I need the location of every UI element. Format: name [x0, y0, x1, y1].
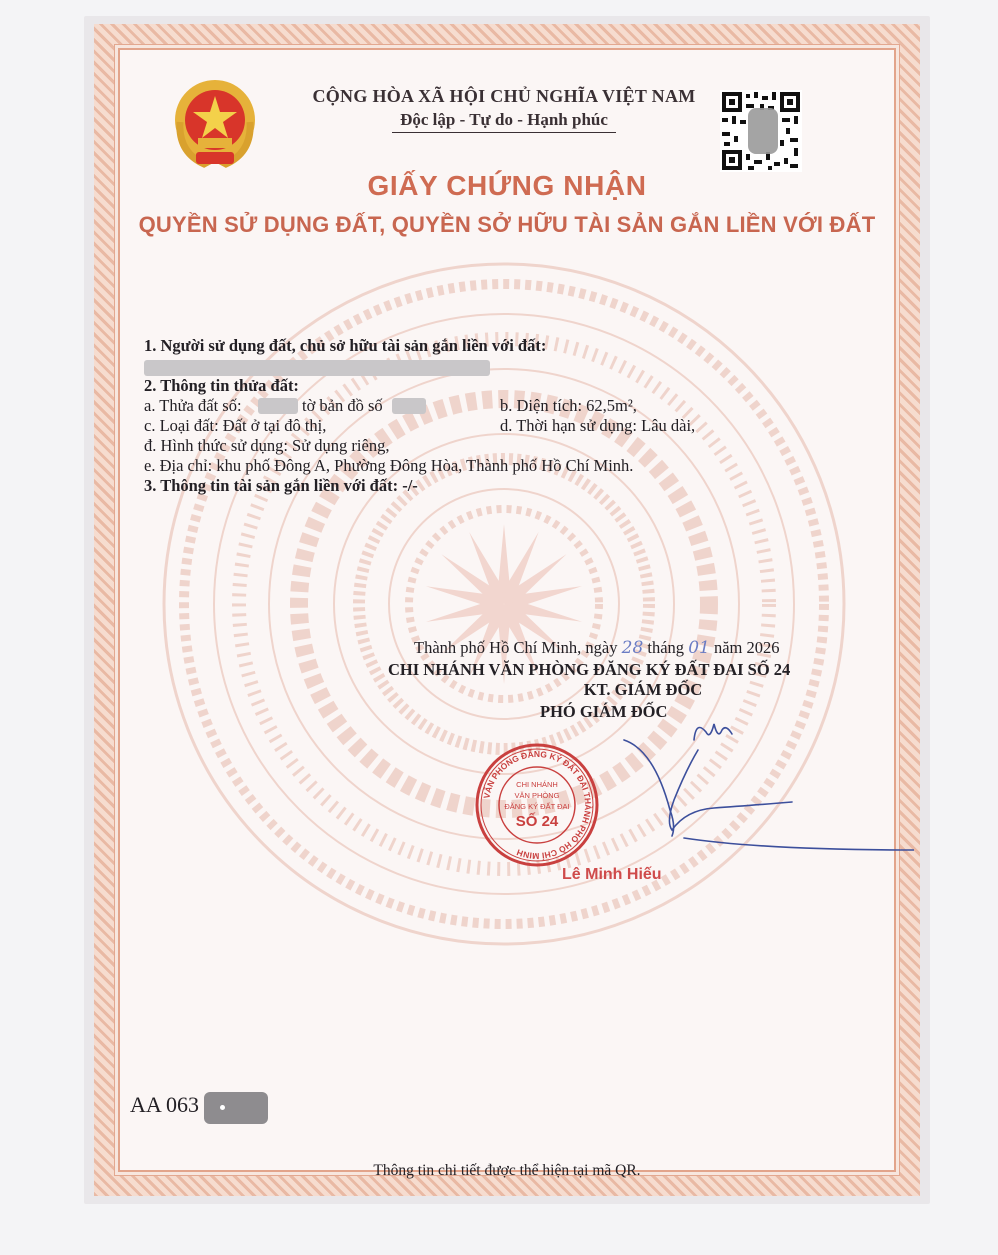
area-field: b. Diện tích: 62,5m², [500, 396, 637, 415]
serial-redaction-dot [220, 1105, 225, 1110]
national-motto: Độc lập - Tự do - Hạnh phúc [400, 110, 608, 129]
usage-term-field: d. Thời hạn sử dụng: Lâu dài, [500, 416, 696, 435]
seal-line-4: SỐ 24 [515, 813, 559, 830]
qr-footnote: Thông tin chi tiết được thể hiện tại mã QR. [373, 1162, 641, 1179]
national-emblem-icon [162, 72, 268, 178]
certificate-title: GIẤY CHỨNG NHẬN [367, 170, 647, 201]
motto-underline [392, 132, 616, 133]
section-3-heading: 3. Thông tin tài sản gắn liền với đất: -/- [144, 476, 418, 495]
signing-place: Thành phố Hồ Chí Minh, ngày [414, 638, 618, 657]
section-2-heading: 2. Thông tin thửa đất: [144, 376, 299, 395]
usage-form-field: đ. Hình thức sử dụng: Sử dụng riêng, [144, 436, 390, 455]
kt-director: KT. GIÁM ĐỐC [583, 680, 703, 699]
qr-code-icon[interactable] [720, 90, 802, 172]
signing-month: 01 [688, 638, 710, 658]
handwritten-signature [614, 710, 914, 880]
signing-year: năm 2026 [713, 638, 780, 657]
signer-name: Lê Minh Hiếu [562, 866, 662, 883]
qr-redaction [748, 108, 778, 154]
country-name: CỘNG HÒA XÃ HỘI CHỦ NGHĨA VIỆT NAM [312, 86, 696, 106]
map-sheet-label: tờ bản đồ số [302, 396, 383, 415]
certificate-subtitle: QUYỀN SỬ DỤNG ĐẤT, QUYỀN SỞ HỮU TÀI SẢN GẮN LIỀN VỚI ĐẤT [138, 212, 876, 237]
issuing-office: CHI NHÁNH VĂN PHÒNG ĐĂNG KÝ ĐẤT ĐAI SỐ 24 [388, 660, 791, 679]
address-field: e. Địa chỉ: khu phố Đông A, Phường Đông Hòa, Thành phố Hồ Chí Minh. [144, 456, 634, 475]
seal-ring-text: VĂN PHÒNG ĐĂNG KÝ ĐẤT ĐAI THÀNH PHỐ HỒ CHÍ MINH [481, 748, 594, 862]
signing-place-date [414, 638, 780, 658]
deputy-director: PHÓ GIÁM ĐỐC [540, 702, 668, 721]
month-label: tháng [647, 638, 685, 657]
signing-day: 28 [621, 638, 644, 658]
official-seal-icon [474, 742, 600, 868]
owner-name-redaction [144, 360, 490, 376]
section-1-heading: 1. Người sử dụng đất, chủ sở hữu tài sản gắn liền với đất: [144, 336, 547, 355]
serial-number: AA 063 [130, 1092, 200, 1117]
seal-line-1: CHI NHÁNH [516, 780, 558, 789]
seal-line-3: ĐĂNG KÝ ĐẤT ĐAI [504, 802, 570, 811]
land-type-field: c. Loại đất: Đất ở tại đô thị, [144, 416, 327, 435]
parcel-number-label: a. Thửa đất số: [144, 396, 242, 415]
seal-line-2: VĂN PHÒNG [514, 791, 560, 800]
map-sheet-redaction [392, 398, 426, 414]
certificate [94, 24, 920, 1196]
serial-redaction [204, 1092, 268, 1124]
parcel-number-redaction [258, 398, 298, 414]
